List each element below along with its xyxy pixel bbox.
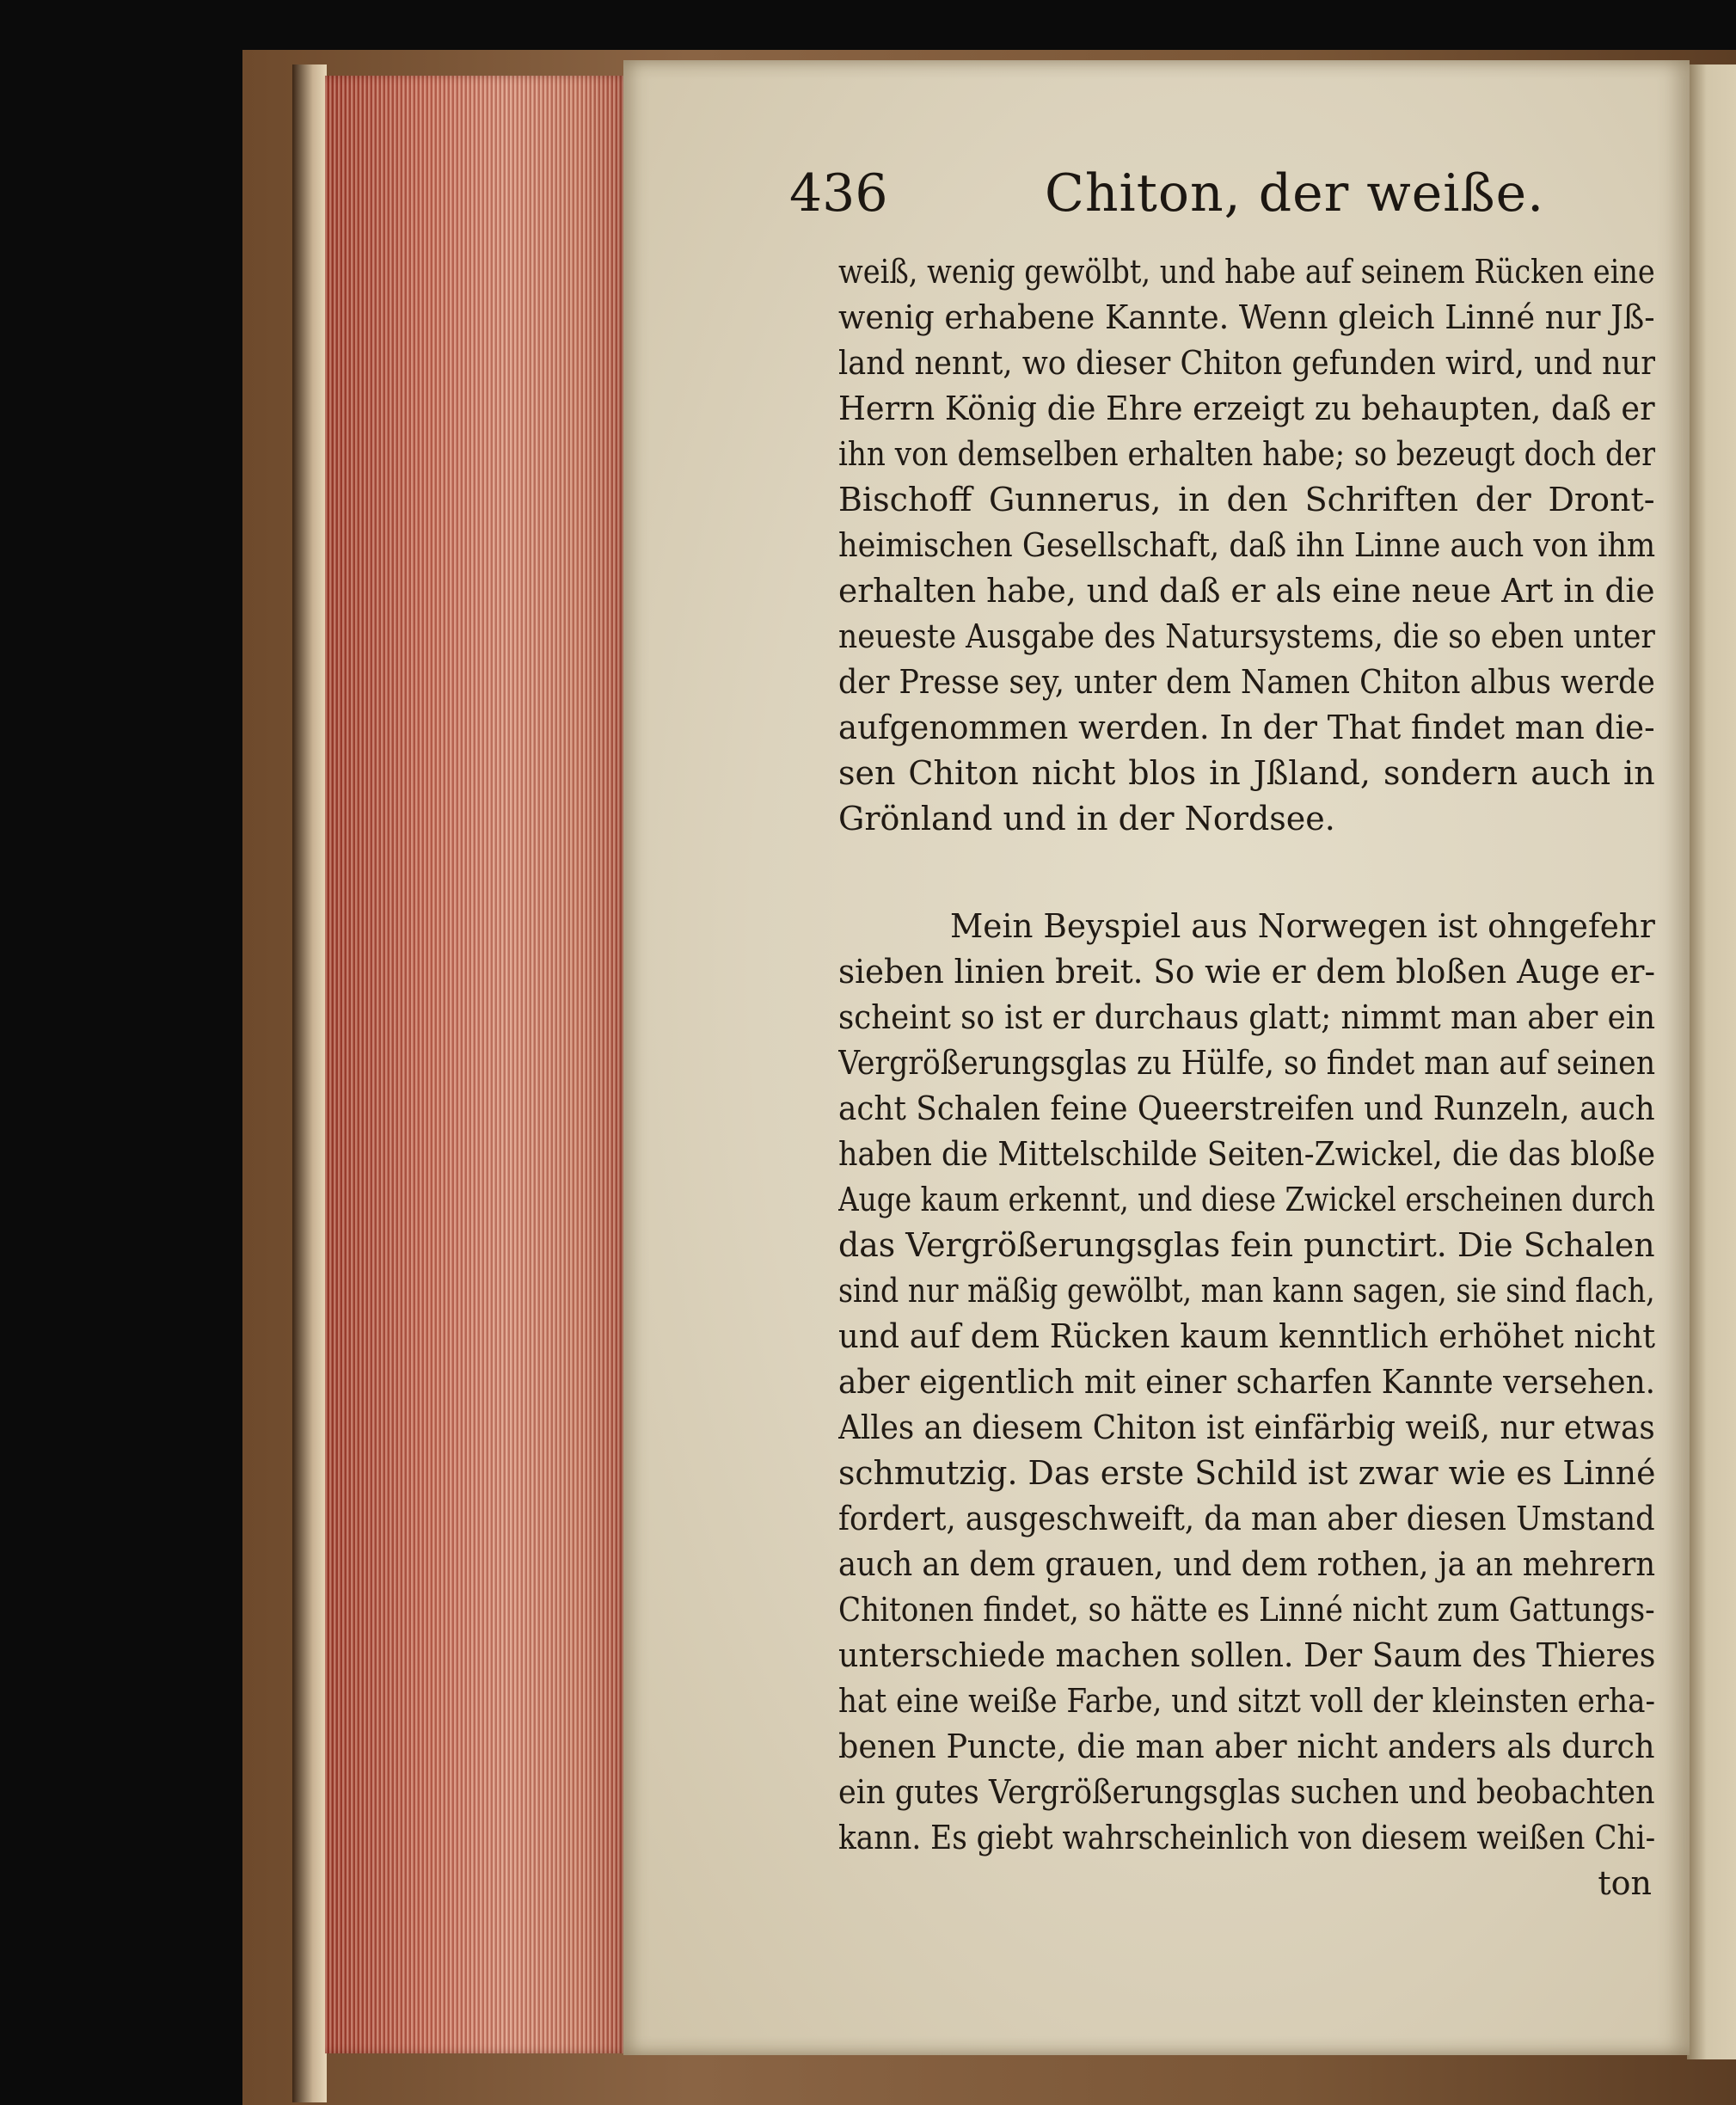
text-line: Chitonen findet, so hätte es Linné nicht zum Gattungs- bbox=[838, 1591, 1655, 1629]
text-line: Bischoff Gunnerus, in den Schriften der Dront- bbox=[838, 481, 1655, 519]
text-line: Alles an diesem Chiton ist einfärbig weiß, nur etwas bbox=[838, 1408, 1655, 1446]
text-line: Auge kaum erkennt, und diese Zwickel erscheinen durch bbox=[838, 1181, 1655, 1218]
text-line: kann. Es giebt wahrscheinlich von diesem weißen Chi- bbox=[838, 1819, 1655, 1856]
paragraph-1 bbox=[838, 249, 1655, 842]
page-number: 436 bbox=[789, 163, 888, 224]
text-line: haben die Mittelschilde Seiten-Zwickel, die das bloße bbox=[838, 1135, 1655, 1173]
page-block-edge bbox=[325, 76, 628, 2053]
page-header bbox=[789, 159, 1563, 228]
text-line: sen Chiton nicht blos in Jßland, sondern auch in bbox=[838, 754, 1655, 792]
text-line: aufgenommen werden. In der That findet man die- bbox=[838, 709, 1655, 746]
text-line: das Vergrößerungsglas fein punctirt. Die Schalen bbox=[838, 1226, 1655, 1264]
text-line: sind nur mäßig gewölbt, man kann sagen, sie sind flach, bbox=[838, 1272, 1655, 1310]
text-line: wenig erhabene Kannte. Wenn gleich Linné nur Jß- bbox=[838, 298, 1655, 336]
running-title: Chiton, der weiße. bbox=[1045, 163, 1545, 224]
text-line: fordert, ausgeschweift, da man aber diesen Umstand bbox=[838, 1500, 1655, 1537]
text-line: sieben linien breit. So wie er dem bloßen Auge er- bbox=[838, 953, 1655, 991]
text-line: erhalten habe, und daß er als eine neue Art in die bbox=[838, 572, 1655, 610]
text-line: schmutzig. Das erste Schild ist zwar wie es Linné bbox=[838, 1454, 1655, 1492]
text-line: scheint so ist er durchaus glatt; nimmt man aber ein bbox=[838, 998, 1655, 1036]
facing-page-edge bbox=[1687, 64, 1736, 2059]
text-line: und auf dem Rücken kaum kenntlich erhöhet nicht bbox=[838, 1317, 1655, 1355]
text-line: ihn von demselben erhalten habe; so bezeugt doch der bbox=[838, 435, 1655, 473]
text-line: Mein Beyspiel aus Norwegen ist ohngefehr bbox=[950, 907, 1655, 945]
text-line: aber eigentlich mit einer scharfen Kannte versehen. bbox=[838, 1363, 1655, 1401]
gutter-shadow bbox=[292, 64, 327, 2102]
text-line: der Presse sey, unter dem Namen Chiton albus werde bbox=[838, 663, 1655, 701]
text-line: unterschiede machen sollen. Der Saum des Thieres bbox=[838, 1636, 1655, 1674]
text-line: acht Schalen feine Queerstreifen und Runzeln, auch bbox=[838, 1089, 1655, 1127]
text-line: neueste Ausgabe des Natursystems, die so eben unter bbox=[838, 617, 1655, 655]
text-line: land nennt, wo dieser Chiton gefunden wird, und nur bbox=[838, 344, 1655, 382]
text-line: auch an dem grauen, und dem rothen, ja an mehrern bbox=[838, 1545, 1655, 1583]
text-line: ein gutes Vergrößerungsglas suchen und beobachten bbox=[838, 1773, 1655, 1811]
body-text bbox=[838, 249, 1655, 1906]
text-line: hat eine weiße Farbe, und sitzt voll der kleinsten erha- bbox=[838, 1682, 1655, 1720]
text-line: Grönland und in der Nordsee. bbox=[838, 800, 1335, 838]
text-line: benen Puncte, die man aber nicht anders als durch bbox=[838, 1728, 1655, 1765]
text-line: Herrn König die Ehre erzeigt zu behaupten, daß er bbox=[838, 390, 1655, 427]
text-line: heimischen Gesellschaft, daß ihn Linne auch von ihm bbox=[838, 526, 1655, 564]
paragraph-gap bbox=[838, 842, 1655, 904]
text-line: Vergrößerungsglas zu Hülfe, so findet man auf seinen bbox=[838, 1044, 1655, 1082]
paragraph-2 bbox=[838, 904, 1655, 1861]
text-line: weiß, wenig gewölbt, und habe auf seinem Rücken eine bbox=[838, 253, 1655, 291]
catchword: ton bbox=[1598, 1864, 1652, 1902]
